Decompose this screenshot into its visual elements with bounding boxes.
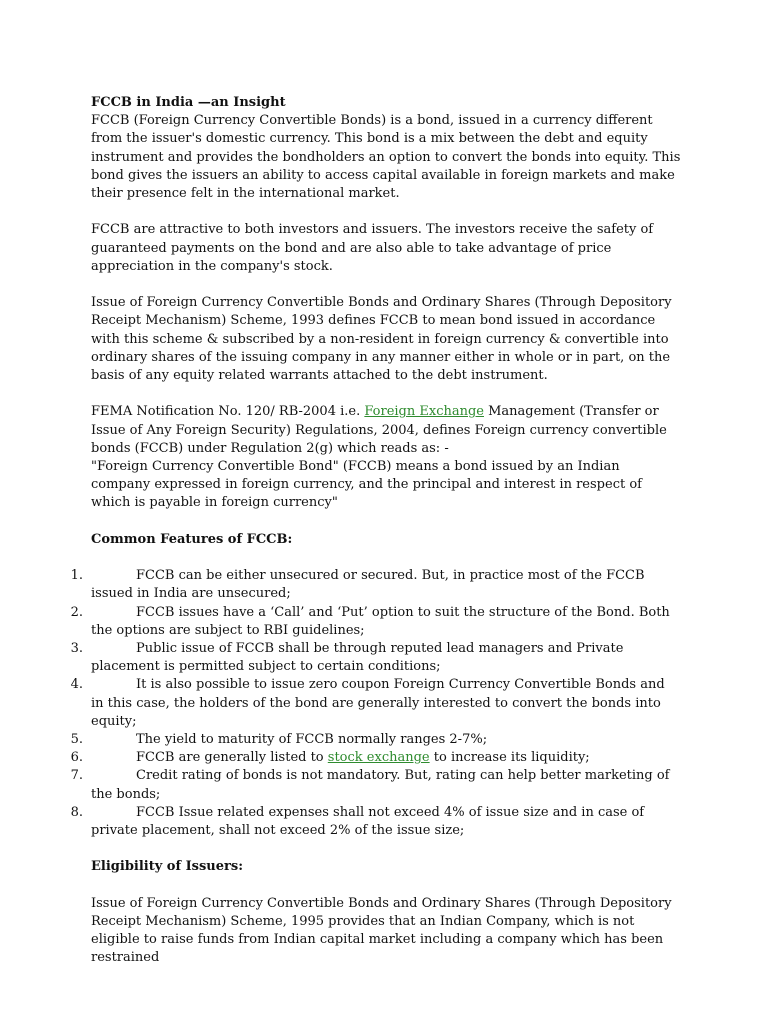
list-item	[70, 567, 681, 603]
list-item-text: Credit rating of bonds is not mandatory. But, rating can help better marketing of the bonds;	[91, 768, 670, 802]
intro-paragraph-4	[91, 403, 681, 512]
list-number: 4.	[70, 677, 83, 693]
list-item	[70, 731, 681, 749]
foreign-exchange-link[interactable]: Foreign Exchange	[364, 404, 484, 420]
list-item	[70, 604, 681, 640]
list-item-text: The yield to maturity of FCCB normally ranges 2-7%;	[136, 732, 488, 748]
fccb-definition-quote: "Foreign Currency Convertible Bond" (FCCB) means a bond issued by an Indian company expressed in foreign currency, and the principal and interest in respect of which is payable in foreign currency"	[91, 459, 642, 511]
features-heading: Common Features of FCCB:	[91, 531, 293, 547]
intro-paragraph-3: Issue of Foreign Currency Convertible Bonds and Ordinary Shares (Through Depository Receipt Mechanism) Scheme, 1993 defines FCCB to mean bond issued in accordance with this scheme & subscribed by a non-resident in foreign currency & convertible into ordinary shares of the issuing company in any manner either in whole or in part, on the basis of any equity related warrants attached to the debt instrument.	[91, 295, 672, 384]
list-item-text: FCCB issues have a ‘Call’ and ‘Put’ option to suit the structure of the Bond. Both the options are subject to RBI guidelines;	[91, 604, 670, 638]
intro-paragraph-1	[91, 94, 681, 203]
document-title: FCCB in India —an Insight	[91, 95, 286, 110]
eligibility-paragraph-1: Issue of Foreign Currency Convertible Bonds and Ordinary Shares (Through Depository Receipt Mechanism) Scheme, 1995 provides that an Indian Company, which is not eligible to raise funds from Indian capital market including a company which has been restrained	[91, 895, 672, 966]
list-item-text-before: FCCB are generally listed to	[136, 750, 328, 766]
list-number: 6.	[70, 750, 83, 766]
list-item	[70, 749, 681, 767]
features-list	[70, 567, 681, 840]
list-item-text-after: to increase its liquidity;	[429, 750, 590, 766]
eligibility-heading: Eligibility of Issuers:	[91, 859, 244, 875]
list-number: 5.	[70, 732, 83, 748]
document-page	[70, 94, 681, 986]
list-item-text: Public issue of FCCB shall be through reputed lead managers and Private placement is permitted subject to certain conditions;	[91, 641, 624, 675]
list-number: 1.	[70, 568, 83, 584]
list-item	[70, 676, 681, 731]
list-item	[70, 767, 681, 803]
fema-text-before: FEMA Notification No. 120/ RB-2004 i.e.	[91, 404, 365, 420]
stock-exchange-link[interactable]: stock exchange	[327, 750, 430, 766]
list-item-text: FCCB Issue related expenses shall not exceed 4% of issue size and in case of private placement, shall not exceed 2% of the issue size;	[91, 804, 645, 839]
list-item	[70, 640, 681, 676]
list-number: 8.	[70, 804, 83, 820]
intro-text-1: FCCB (Foreign Currency Convertible Bonds) is a bond, issued in a currency different from the issuer's domestic currency. This bond is a mix between the debt and equity instrument and provides the bondholders an option to convert the bonds into equity. This bond gives the issuers an ability to access capital available in foreign markets and make their presence felt in the international market.	[91, 113, 681, 202]
list-number: 7.	[70, 768, 83, 784]
list-item-text: FCCB can be either unsecured or secured. But, in practice most of the FCCB issued in India are unsecured;	[91, 568, 645, 602]
fema-text-after: Management (Transfer or Issue of Any Foreign Security) Regulations, 2004, defines Foreign currency convertible bonds (FCCB) under Regulation 2(g) which reads as: -	[91, 404, 667, 456]
list-item-text: It is also possible to issue zero coupon Foreign Currency Convertible Bonds and in this case, the holders of the bond are generally interested to convert the bonds into equity;	[91, 677, 665, 729]
intro-paragraph-2: FCCB are attractive to both investors and issuers. The investors receive the safety of guaranteed payments on the bond and are also able to take advantage of price appreciation in the company's stock.	[91, 222, 654, 274]
list-number: 2.	[70, 604, 83, 620]
list-item	[70, 804, 681, 840]
list-number: 3.	[70, 641, 83, 657]
